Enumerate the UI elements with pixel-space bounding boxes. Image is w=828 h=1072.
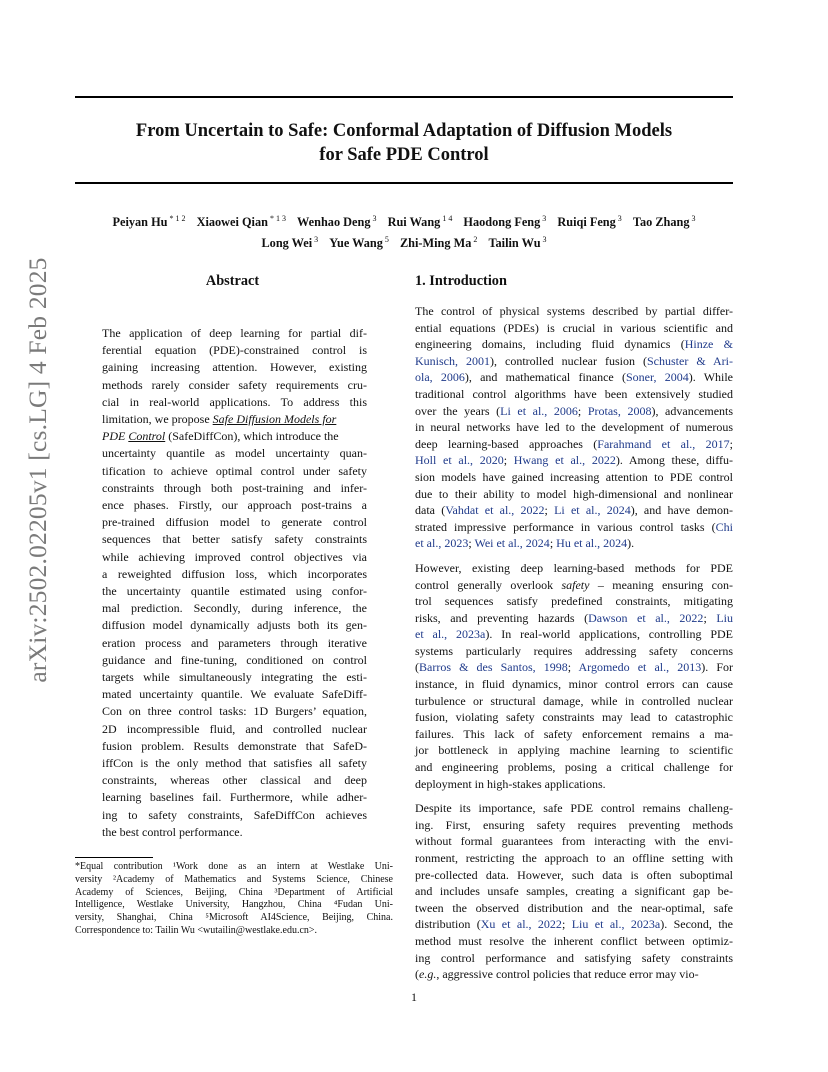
- text-line: ing to safety constraints, SafeDiffCon achieves: [102, 807, 367, 822]
- citation-link[interactable]: Liu: [716, 610, 733, 625]
- text-line: et al., 2023; Wei et al., 2024; Hu et al., 2024).: [415, 536, 635, 551]
- citation-link[interactable]: Xu et al., 2022: [480, 917, 562, 932]
- paper-title: [75, 119, 733, 167]
- abstract-text: [102, 325, 367, 841]
- text-line: engineering domains, including fluid dynamics (Hinze &: [415, 337, 733, 352]
- citation-link[interactable]: ola, 2006: [415, 370, 465, 385]
- citation-link[interactable]: Wei et al., 2024: [474, 536, 550, 551]
- footnote-rule: [75, 857, 153, 858]
- author: Peiyan Hu $^{* 1 2}$: [112, 214, 186, 230]
- citation-link[interactable]: Farahmand et al., 2017: [597, 436, 730, 451]
- author: Rui Wang $^{1 4}$: [387, 214, 453, 230]
- text-line: fusion problem. Results demonstrate that SafeD-: [102, 738, 367, 753]
- author-line-2: [75, 231, 733, 252]
- text-line: instance, in fluid dynamics, minor control errors can cause: [415, 677, 733, 692]
- text-line: data (Vahdat et al., 2022; Li et al., 2024), and have demon-: [415, 503, 733, 518]
- text-line: constraints, whereas other classical and deep: [102, 773, 367, 788]
- text-line: uncertainty quantile as model uncertainty quan-: [102, 446, 367, 461]
- arxiv-id-text: arXiv:2502.02205v1 [cs.LG] 4 Feb 2025: [23, 257, 52, 683]
- text-line: However, existing deep learning-based methods for PDE: [415, 560, 733, 575]
- text-line: trol sequences satisfy predefined constraints, mitigating: [415, 594, 733, 609]
- footnote-line: Intelligence, Westlake University, Hangzhou, China ⁴Fudan Uni-: [75, 899, 393, 911]
- text-line: and engineering problems, posing a critical challenge for: [415, 760, 733, 775]
- text-line: failures. This lack of safety enforcement remains a ma-: [415, 726, 733, 741]
- text-line: eration process and parameters through iterative: [102, 635, 367, 650]
- text-line: risks, and preventing hazards (Dawson et al., 2022; Liu: [415, 610, 733, 625]
- author: Ruiqi Feng $^3$: [557, 214, 622, 230]
- title-line-1: From Uncertain to Safe: Conformal Adaptation of Diffusion Models: [135, 121, 673, 141]
- citation-link[interactable]: Barros & des Santos, 1998: [419, 660, 568, 675]
- text-line: constraints through both post-training and infer-: [102, 480, 367, 495]
- text-line: the uncertainty quantile estimated using confor-: [102, 584, 367, 599]
- text-line: without formal guarantees from interacting with the envi-: [415, 834, 733, 849]
- text-line: PDE Control (SafeDiffCon), which introduce the: [102, 429, 339, 444]
- text-line: while achieving improved control objectives via: [102, 549, 367, 564]
- text-line: pre-collected data. However, such data is often suboptimal: [415, 867, 733, 882]
- text-line: The application of deep learning for partial dif-: [102, 326, 367, 340]
- text-line: targets while simultaneously integrating the esti-: [102, 670, 367, 685]
- author: Tao Zhang $^3$: [632, 214, 696, 230]
- author-line-1: [75, 210, 733, 231]
- text-line: iffCon is the only method that satisfies all safety: [102, 756, 367, 771]
- text-line: in neural networks have led to the development of numerous: [415, 420, 733, 435]
- citation-link[interactable]: Li et al., 2024: [554, 503, 631, 518]
- citation-link[interactable]: et al., 2023: [415, 536, 469, 551]
- text-line: The control of physical systems described by partial differ-: [415, 304, 733, 318]
- citation-link[interactable]: Hwang et al., 2022: [513, 453, 616, 468]
- introduction-body: [415, 303, 733, 991]
- text-line: ronment, restricting the approach to an offline setting with: [415, 851, 733, 865]
- text-line: ola, 2006), and mathematical finance (Soner, 2004). While: [415, 370, 734, 385]
- text-line: gaining increasing attention. However, existing: [102, 360, 367, 375]
- text-line: Holl et al., 2020; Hwang et al., 2022). Among these, diffu-: [415, 453, 733, 468]
- arxiv-identifier: [18, 257, 58, 683]
- text-line: turbulence or structural damage, while in controlled nuclear: [415, 693, 733, 708]
- safediffcon-emphasis: Safe Diffusion Models for: [212, 412, 337, 427]
- footnote-line: Correspondence to: Tailin Wu <wutailin@westlake.edu.cn>.: [75, 924, 318, 936]
- citation-link[interactable]: Protas, 2008: [587, 403, 652, 418]
- text-line: sion models have gained increasing attention to PDE control: [415, 469, 733, 484]
- text-line: the best control performance.: [102, 824, 243, 839]
- author-list: [75, 210, 733, 252]
- text-line: over the years (Li et al., 2006; Protas, 2008), advancements: [415, 403, 734, 418]
- text-line: and includes unsafe samples, creating a significant gap be-: [415, 884, 733, 899]
- citation-link[interactable]: Soner, 2004: [625, 370, 689, 385]
- author: Tailin Wu $^3$: [488, 235, 547, 251]
- text-line: deployment in high-stakes applications.: [415, 776, 606, 791]
- citation-link[interactable]: Liu et al., 2023a: [571, 917, 661, 932]
- text-line: Despite its importance, safe PDE control remains challeng-: [415, 801, 733, 816]
- text-line: deep learning-based approaches (Farahmand et al., 2017;: [415, 436, 733, 451]
- text-line: strated impressive performance in various control tasks (Chi: [415, 519, 733, 534]
- safediffcon-emphasis: Control: [128, 429, 166, 444]
- text-line: control generally overlook safety – meaning ensuring con-: [415, 577, 733, 592]
- text-line: (Barros & des Santos, 1998; Argomedo et al., 2013). For: [415, 660, 734, 675]
- citation-link[interactable]: Dawson et al., 2022: [588, 610, 704, 625]
- text-line: mated uncertainty quantile. We evaluate SafeDiff-: [102, 687, 367, 702]
- text-line: sequences that better satisfy safety constraints: [102, 532, 367, 547]
- emphasis: safety: [561, 577, 590, 592]
- text-line: ing. First, ensuring safety requires preventing methods: [415, 817, 733, 832]
- footnote-line: *Equal contribution ¹Work done as an intern at Westlake Uni-: [75, 861, 393, 872]
- abstract-heading: Abstract: [205, 273, 260, 289]
- text-line: methods rarely consider safety requirements cru-: [102, 377, 367, 392]
- text-line: learning baselines fail. Furthermore, while adher-: [102, 790, 367, 805]
- paragraph: [415, 303, 733, 552]
- citation-link[interactable]: Hinze &: [684, 337, 733, 352]
- author: Wenhao Deng $^3$: [297, 214, 377, 230]
- paragraph: [415, 560, 733, 792]
- citation-link[interactable]: Argomedo et al., 2013: [578, 660, 702, 675]
- text-line: Con on three control tasks: 1D Burgers’ equation,: [102, 704, 367, 719]
- citation-link[interactable]: Chi: [715, 519, 733, 534]
- author: Long Wei $^3$: [261, 235, 319, 251]
- text-line: ential equations (PDEs) is crucial in various scientific and: [415, 320, 733, 335]
- text-line: guidance and fine-tuning, conditioned on control: [102, 652, 367, 667]
- author: Haodong Feng $^3$: [463, 214, 547, 230]
- text-line: mal prediction. Secondly, during inference, the: [102, 601, 367, 616]
- text-line: 2D incompressible fluid, and controlled nuclear: [102, 721, 367, 736]
- citation-link[interactable]: Vahdat et al., 2022: [445, 503, 545, 518]
- text-line: limitation, we propose Safe Diffusion Models for: [102, 412, 337, 427]
- text-line: fusion, violating safety constraints may lead to catastrophic: [415, 710, 733, 725]
- text-line: a reweighted diffusion loss, which incorporates: [102, 566, 367, 581]
- text-line: et al., 2023a). In real-world applications, controlling PDE: [415, 627, 734, 642]
- title-bottom-rule: [75, 182, 733, 184]
- citation-link[interactable]: et al., 2023a: [415, 627, 486, 642]
- section-heading-introduction: 1. Introduction: [415, 273, 507, 289]
- citation-link[interactable]: Hu et al., 2024: [556, 536, 628, 551]
- page-number: 1: [411, 990, 417, 1004]
- text-line: diffusion model dynamically adjusts both its gen-: [102, 618, 367, 633]
- text-line: ing control performance and satisfying safety constraints: [415, 950, 733, 965]
- citation-link[interactable]: Li et al., 2006: [500, 403, 578, 418]
- title-top-rule: [75, 96, 733, 98]
- paragraph: [415, 800, 733, 983]
- text-line: distribution (Xu et al., 2022; Liu et al., 2023a). Second, the: [415, 917, 733, 932]
- text-line: pre-trained diffusion model to generate control: [102, 515, 367, 530]
- text-line: ence phases. Firstly, our approach post-trains a: [102, 498, 367, 513]
- text-line: ferential equation (PDE)-constrained control is: [102, 343, 367, 358]
- text-line: systems particularly requires addressing safety concerns: [415, 643, 733, 658]
- emphasis: e.g.: [419, 967, 437, 982]
- citation-link[interactable]: Kunisch, 2001: [415, 353, 491, 368]
- text-line: due to their ability to model high-dimensional and nonlinear: [415, 486, 733, 501]
- text-line: Kunisch, 2001), controlled nuclear fusion (Schuster & Ari-: [415, 353, 734, 368]
- text-line: method must resolve the inherent conflict between optimiz-: [415, 933, 733, 948]
- affiliation-footnotes: [75, 861, 393, 938]
- author: Xiaowei Qian $^{* 1 3}$: [196, 214, 286, 230]
- text-line: (e.g., aggressive control policies that reduce error may vio-: [415, 967, 699, 982]
- text-line: tification to achieve optimal control under safety: [102, 463, 367, 478]
- footnote-line: versity, Shanghai, China ⁵Microsoft AI4Science, Beijing, China.: [75, 912, 393, 924]
- footnote-line: versity ²Academy of Mathematics and Systems Science, Chinese: [75, 873, 393, 885]
- text-line: cial in real-world applications. To address this: [102, 394, 367, 409]
- citation-link[interactable]: Holl et al., 2020: [415, 453, 504, 468]
- author: Yue Wang $^5$: [329, 235, 389, 251]
- citation-link[interactable]: Schuster & Ari-: [647, 353, 734, 368]
- title-line-2: for Safe PDE Control: [319, 145, 489, 165]
- author: Zhi-Ming Ma $^2$: [399, 235, 478, 251]
- text-line: tween the observed distribution and the near-optimal, safe: [415, 900, 733, 915]
- text-line: jor bottleneck in applying machine learning to scientific: [415, 743, 733, 758]
- footnote-line: Academy of Sciences, Beijing, China ³Department of Artificial: [75, 886, 393, 898]
- text-line: traditional control algorithms have been extensively studied: [415, 386, 733, 401]
